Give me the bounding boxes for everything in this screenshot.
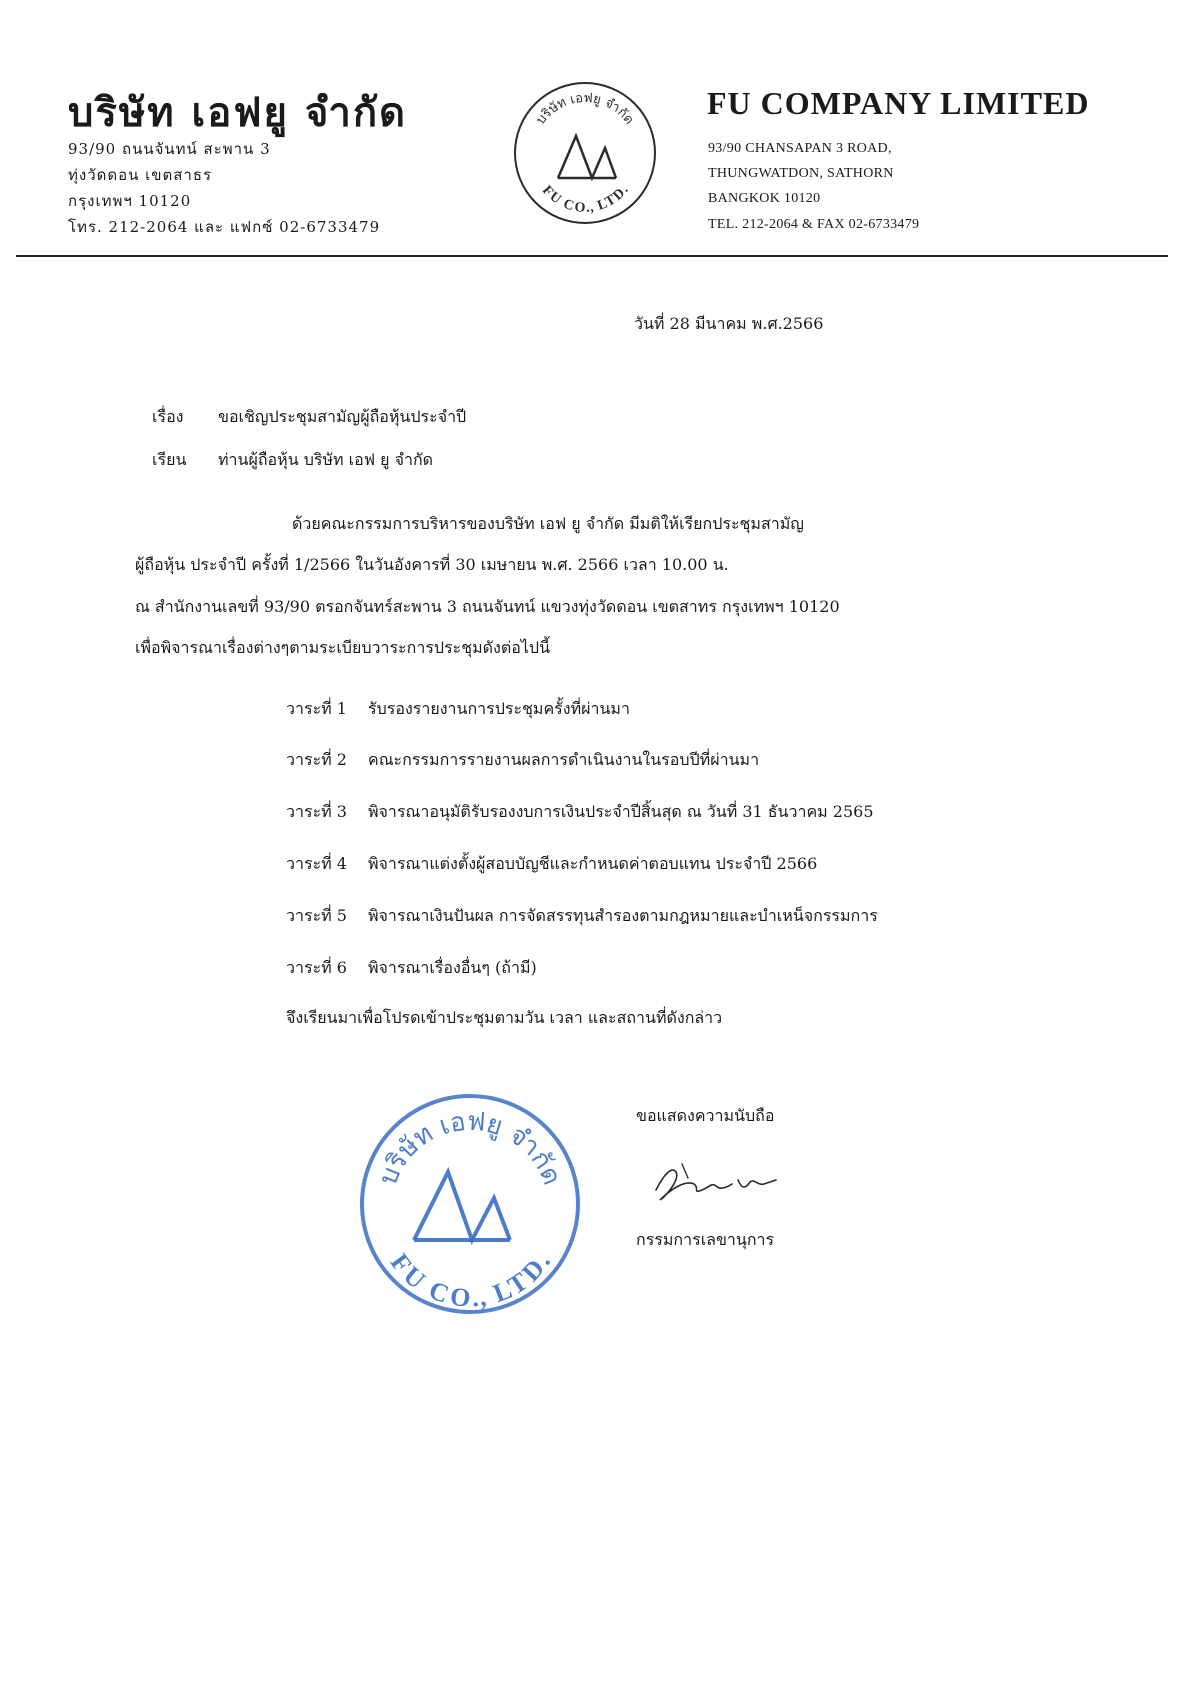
subject-label: เรื่อง xyxy=(152,407,184,426)
address-thai-line: กรุงเทพฯ 10120 xyxy=(68,192,192,210)
logo-seal-thai-text: บริษัท เอฟยู จำกัด xyxy=(533,90,637,128)
address-thai-line: 93/90 ถนนจันทน์ สะพาน 3 xyxy=(68,140,271,158)
svg-text:FU CO., LTD. xyxy=(539,183,632,216)
company-stamp xyxy=(356,1090,584,1318)
company-name-thai: บริษัท เอฟยู จำกัด xyxy=(68,89,408,136)
agenda-item: รับรองรายงานการประชุมครั้งที่ผ่านมา xyxy=(368,699,630,718)
company-name-english: FU COMPANY LIMITED xyxy=(707,85,1090,121)
sign-off: ขอแสดงความนับถือ xyxy=(636,1106,775,1125)
address-english-line: THUNGWATDON, SATHORN xyxy=(708,166,894,181)
svg-text:FU CO., LTD. xyxy=(385,1248,556,1313)
body-line: ด้วยคณะกรรมการบริหารของบริษัท เอฟ ยู จำกัด มีมติให้เรียกประชุมสามัญ xyxy=(292,514,804,533)
logo-seal-english-text: FU CO., LTD. xyxy=(538,183,632,217)
agenda-item: พิจารณาเรื่องอื่นๆ (ถ้ามี) xyxy=(368,958,537,977)
address-english-line: BANGKOK 10120 xyxy=(708,191,821,206)
agenda-item: คณะกรรมการรายงานผลการดำเนินงานในรอบปีที่ผ่านมา xyxy=(368,750,760,769)
agenda-number: วาระที่ 1 xyxy=(286,699,347,718)
agenda-item: พิจารณาอนุมัติรับรองงบการเงินประจำปีสิ้นสุด ณ วันที่ 31 ธันวาคม 2565 xyxy=(368,802,874,821)
stamp-thai-text: บริษัท เอฟยู จำกัด xyxy=(373,1106,567,1190)
agenda-number: วาระที่ 5 xyxy=(286,906,347,925)
agenda-number: วาระที่ 3 xyxy=(286,802,347,821)
stamp-english-text: FU CO., LTD. xyxy=(384,1248,556,1313)
phone-fax-thai: โทร. 212-2064 และ แฟกซ์ 02-6733479 xyxy=(68,218,381,236)
svg-text:บริษัท เอฟยู จำกัด xyxy=(533,91,636,128)
address-thai-line: ทุ่งวัดดอน เขตสาธร xyxy=(68,166,213,184)
phone-fax-english: TEL. 212-2064 & FAX 02-6733479 xyxy=(708,217,920,232)
recipient-label: เรียน xyxy=(152,450,187,469)
body-line: ผู้ถือหุ้น ประจำปี ครั้งที่ 1/2566 ในวันอังคารที่ 30 เมษายน พ.ศ. 2566 เวลา 10.00 น. xyxy=(135,555,729,574)
company-logo-seal xyxy=(510,78,660,228)
agenda-number: วาระที่ 2 xyxy=(286,750,347,769)
agenda-item: พิจารณาแต่งตั้งผู้สอบบัญชีและกำหนดค่าตอบแทน ประจำปี 2566 xyxy=(368,854,818,873)
agenda-item: พิจารณาเงินปันผล การจัดสรรทุนสำรองตามกฎหมายและบำเหน็จกรรมการ xyxy=(368,906,878,925)
letterhead-divider xyxy=(16,255,1168,257)
signer-position: กรรมการเลขานุการ xyxy=(636,1230,775,1249)
recipient-text: ท่านผู้ถือหุ้น บริษัท เอฟ ยู จำกัด xyxy=(218,450,434,469)
subject-text: ขอเชิญประชุมสามัญผู้ถือหุ้นประจำปี xyxy=(218,407,467,426)
address-english-line: 93/90 CHANSAPAN 3 ROAD, xyxy=(708,141,892,156)
agenda-number: วาระที่ 6 xyxy=(286,958,347,977)
closing-line: จึงเรียนมาเพื่อโปรดเข้าประชุมตามวัน เวลา และสถานที่ดังกล่าว xyxy=(286,1008,723,1027)
body-line: เพื่อพิจารณาเรื่องต่างๆตามระเบียบวาระการประชุมดังต่อไปนี้ xyxy=(135,638,550,657)
body-line: ณ สำนักงานเลขที่ 93/90 ตรอกจันทร์สะพาน 3 ถนนจันทน์ แขวงทุ่งวัดดอน เขตสาทร กรุงเทพฯ 10120 xyxy=(135,597,840,616)
letter-date: วันที่ 28 มีนาคม พ.ศ.2566 xyxy=(634,314,824,333)
agenda-number: วาระที่ 4 xyxy=(286,854,347,873)
handwritten-signature xyxy=(642,1150,782,1210)
